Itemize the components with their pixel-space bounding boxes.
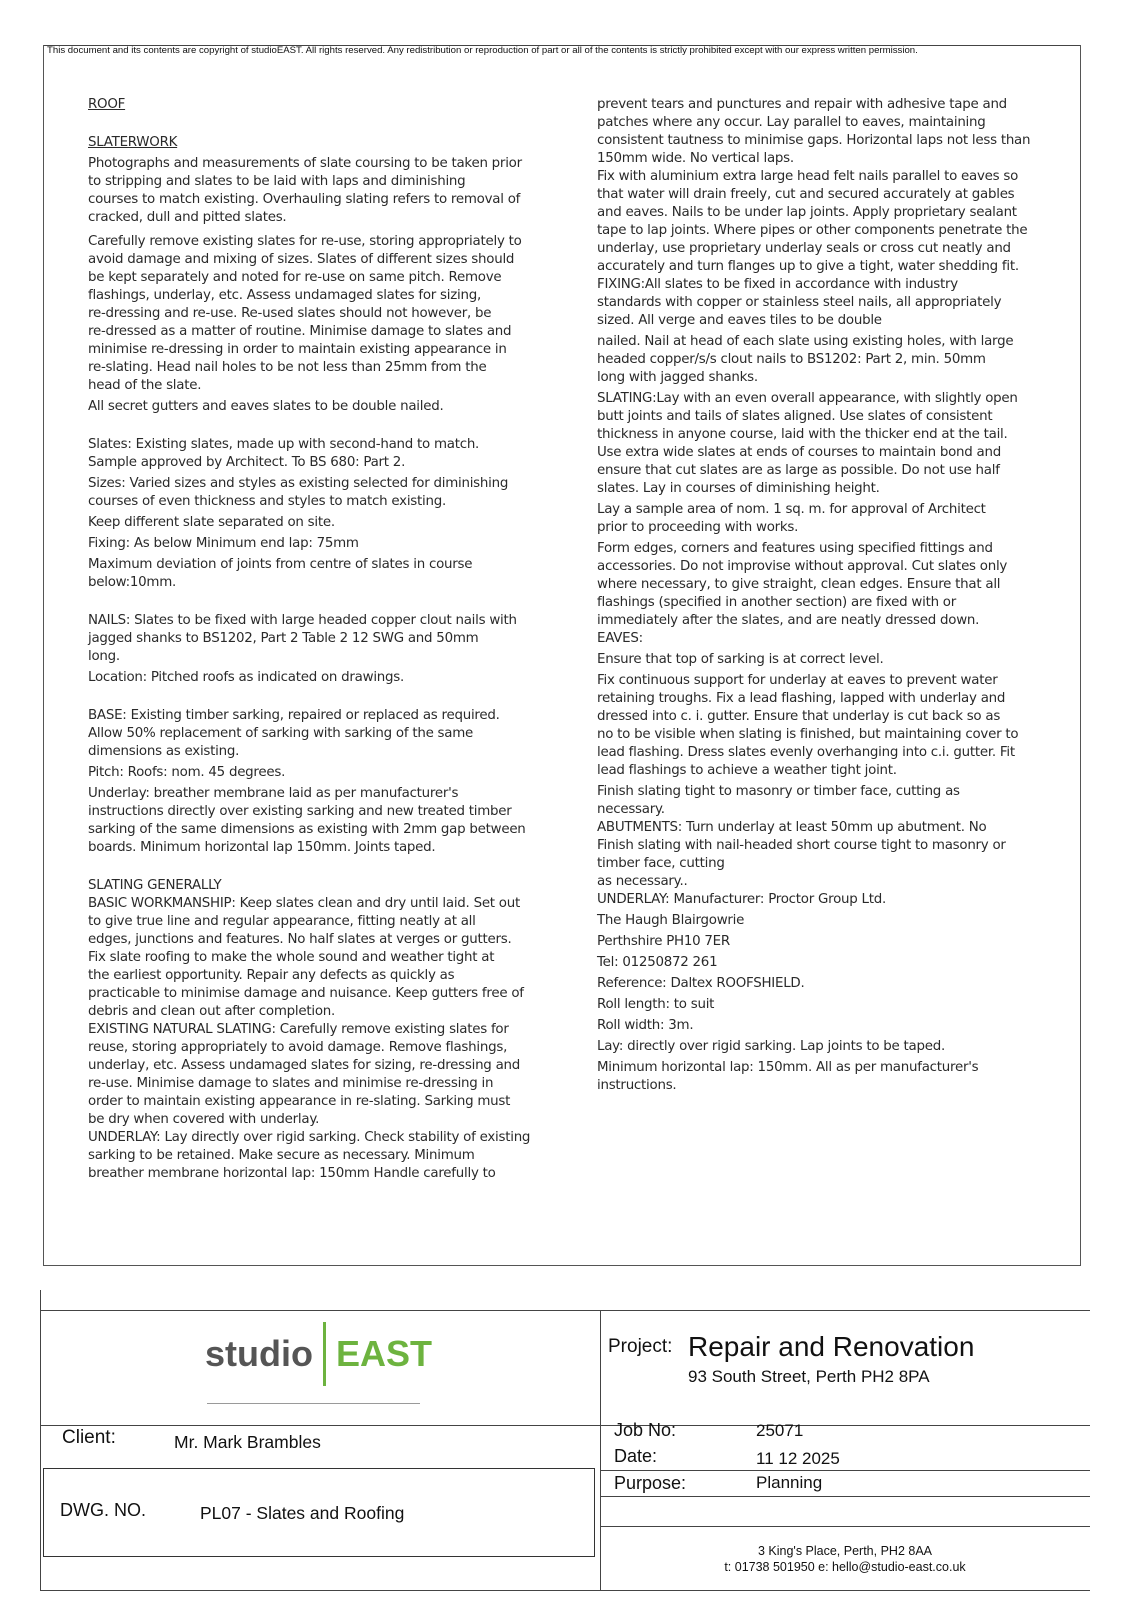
spec-paragraph xyxy=(88,398,558,416)
spacer xyxy=(88,419,558,436)
spec-line: Fix continuous support for underlay at eaves to prevent water xyxy=(597,673,998,688)
spec-paragraph xyxy=(597,1059,1067,1095)
spec-line: jagged shanks to BS1202, Part 2 Table 2 12 SWG and 50mm xyxy=(88,631,479,646)
spec-paragraph xyxy=(597,975,1067,993)
logo-divider-bar xyxy=(323,1322,326,1386)
spec-paragraph xyxy=(597,783,1067,909)
spec-line: Fix with aluminium extra large head felt nails parallel to eaves so xyxy=(597,169,1019,184)
spec-line: where necessary, to give straight, clean edges. Ensure that all xyxy=(597,577,1001,592)
office-address: 3 King's Place, Perth, PH2 8AA xyxy=(757,1544,932,1558)
spec-line: EXISTING NATURAL SLATING: Carefully remove existing slates for xyxy=(88,1022,509,1037)
spec-paragraph xyxy=(597,672,1067,780)
spec-line: sarking to be retained. Make secure as necessary. Minimum xyxy=(88,1148,475,1163)
spec-line: Maximum deviation of joints from centre of slates in course xyxy=(88,557,473,572)
dwg-label: DWG. NO. xyxy=(60,1500,146,1520)
spec-line: long with jagged shanks. xyxy=(597,370,758,385)
spec-line: Form edges, corners and features using specified fittings and xyxy=(597,541,993,556)
spec-line: prior to proceeding with works. xyxy=(597,520,799,535)
spec-line: instructions directly over existing sarking and new treated timber xyxy=(88,804,512,819)
spec-paragraph xyxy=(88,707,558,761)
spec-line: Lay: directly over rigid sarking. Lap joints to be taped. xyxy=(597,1039,945,1054)
spec-paragraph xyxy=(88,514,558,532)
spec-paragraph xyxy=(88,612,558,666)
spec-line: accessories. Do not improvise without approval. Cut slates only xyxy=(597,559,1008,574)
spec-line: Underlay: breather membrane laid as per manufacturer's xyxy=(88,786,459,801)
spec-line: dimensions as existing. xyxy=(88,744,240,759)
client-label: Client: xyxy=(62,1427,116,1448)
spec-paragraph xyxy=(88,669,558,687)
spec-line: patches where any occur. Lay parallel to eaves, maintaining xyxy=(597,115,986,130)
spec-line: head of the slate. xyxy=(88,378,202,393)
spec-line: slates. Lay in courses of diminishing height. xyxy=(597,481,880,496)
spec-line: Keep different slate separated on site. xyxy=(88,515,335,530)
spec-line: re-dressed as a matter of routine. Minimise damage to slates and xyxy=(88,324,512,339)
spec-line: Reference: Daltex ROOFSHIELD. xyxy=(597,976,805,991)
spec-line: Sizes: Varied sizes and styles as existing selected for diminishing xyxy=(88,476,509,491)
spec-line: courses of even thickness and styles to match existing. xyxy=(88,494,446,509)
spec-line: timber face, cutting xyxy=(597,856,725,871)
spec-paragraph xyxy=(597,912,1067,930)
spec-line: Carefully remove existing slates for re-use, storing appropriately to xyxy=(88,234,522,249)
spec-line: FIXING:All slates to be fixed in accordance with industry xyxy=(597,277,958,292)
spec-column-right xyxy=(597,96,1067,1098)
client-value: Mr. Mark Brambles xyxy=(174,1432,321,1452)
spec-line: nailed. Nail at head of each slate using existing holes, with large xyxy=(597,334,1014,349)
spec-paragraph xyxy=(597,651,1067,669)
title-block-row-rule xyxy=(600,1496,1090,1497)
spec-line: courses to match existing. Overhauling slating refers to removal of xyxy=(88,192,521,207)
spec-line: Location: Pitched roofs as indicated on drawings. xyxy=(88,670,405,685)
spec-paragraph xyxy=(597,540,1067,648)
spec-line: as necessary.. xyxy=(597,874,688,889)
spec-paragraph xyxy=(88,475,558,511)
spec-line: be dry when covered with underlay. xyxy=(88,1112,320,1127)
spec-line: and eaves. Nails to be under lap joints. Apply proprietary sealant xyxy=(597,205,1017,220)
spec-line: below:10mm. xyxy=(88,575,177,590)
spec-line: edges, junctions and features. No half slates at verges or gutters. xyxy=(88,932,512,947)
spec-line: headed copper/s/s clout nails to BS1202: Part 2, min. 50mm xyxy=(597,352,986,367)
spec-paragraph xyxy=(88,877,558,1183)
logo-studio-text: studio xyxy=(205,1333,313,1374)
spec-line: butt joints and tails of slates aligned. Use slates of consistent xyxy=(597,409,993,424)
spec-line: Ensure that top of sarking is at correct level. xyxy=(597,652,884,667)
spec-line: cracked, dull and pitted slates. xyxy=(88,210,287,225)
spec-line: to give true line and regular appearance, fitting neatly at all xyxy=(88,914,476,929)
spec-line: 150mm wide. No vertical laps. xyxy=(597,151,794,166)
studio-east-logo xyxy=(205,1330,432,1378)
project-label: Project: xyxy=(608,1336,673,1357)
spec-paragraph xyxy=(597,501,1067,537)
spec-line: sarking of the same dimensions as existing with 2mm gap between xyxy=(88,822,526,837)
spec-line: minimise re-dressing in order to maintain existing appearance in xyxy=(88,342,507,357)
spec-line: re-use. Minimise damage to slates and minimise re-dressing in xyxy=(88,1076,494,1091)
spec-line: Tel: 01250872 261 xyxy=(597,955,718,970)
spec-line: EAVES: xyxy=(597,631,643,646)
dwg-value: PL07 - Slates and Roofing xyxy=(200,1503,405,1523)
spec-line: UNDERLAY: Lay directly over rigid sarking. Check stability of existing xyxy=(88,1130,531,1145)
spec-line: reuse, storing appropriately to avoid damage. Remove flashings, xyxy=(88,1040,508,1055)
spec-line: The Haugh Blairgowrie xyxy=(597,913,745,928)
spec-line: the earliest opportunity. Repair any defects as quickly as xyxy=(88,968,455,983)
spec-line: Roll length: to suit xyxy=(597,997,715,1012)
title-block-top-rule xyxy=(40,1310,1090,1311)
spec-line: lead flashings to achieve a weather tight joint. xyxy=(597,763,897,778)
spec-line: accurately and turn flanges up to give a tight, water shedding fit. xyxy=(597,259,1019,274)
spec-paragraph xyxy=(88,785,558,857)
spec-paragraph xyxy=(597,96,1067,330)
spec-line: BASE: Existing timber sarking, repaired or replaced as required. xyxy=(88,708,500,723)
spec-line: Perthshire PH10 7ER xyxy=(597,934,730,949)
section-heading: SLATERWORK xyxy=(88,135,178,150)
spec-paragraph xyxy=(597,390,1067,498)
spec-line: Photographs and measurements of slate coursing to be taken prior xyxy=(88,156,522,171)
spec-line: breather membrane horizontal lap: 150mm Handle carefully to xyxy=(88,1166,496,1181)
spec-line: practicable to minimise damage and nuisance. Keep gutters free of xyxy=(88,986,524,1001)
spec-line: be kept separately and noted for re-use on same pitch. Remove xyxy=(88,270,502,285)
spec-paragraph xyxy=(88,535,558,553)
spec-line: Use extra wide slates at ends of courses to maintain bond and xyxy=(597,445,1001,460)
spec-line: UNDERLAY: Manufacturer: Proctor Group Ltd. xyxy=(597,892,886,907)
spec-line: consistent tautness to minimise gaps. Horizontal laps not less than xyxy=(597,133,1031,148)
spec-paragraph xyxy=(597,1017,1067,1035)
spec-line: Sample approved by Architect. To BS 680: Part 2. xyxy=(88,455,406,470)
spec-line: re-slating. Head nail holes to be not less than 25mm from the xyxy=(88,360,487,375)
project-address: 93 South Street, Perth PH2 8PA xyxy=(688,1367,930,1386)
spec-line: flashings, underlay, etc. Assess undamaged slates for sizing, xyxy=(88,288,481,303)
spec-paragraph xyxy=(88,436,558,472)
spec-line: Slates: Existing slates, made up with second-hand to match. xyxy=(88,437,480,452)
spec-line: flashings (specified in another section) are fixed with or xyxy=(597,595,957,610)
spec-paragraph xyxy=(88,233,558,395)
project-title: Repair and Renovation xyxy=(688,1331,975,1362)
logo-underline xyxy=(207,1403,420,1404)
spec-line: Allow 50% replacement of sarking with sarking of the same xyxy=(88,726,474,741)
spec-line: sized. All verge and eaves tiles to be double xyxy=(597,313,882,328)
job-label: Job No: xyxy=(614,1420,677,1440)
spec-line: lead flashing. Dress slates evenly overhanging into c.i. gutter. Fit xyxy=(597,745,1015,760)
spec-line: debris and clean out after completion. xyxy=(88,1004,336,1019)
spec-line: no to be visible when slating is finished, but maintaining cover to xyxy=(597,727,1019,742)
spec-line: retaining troughs. Fix a lead flashing, lapped with underlay and xyxy=(597,691,1006,706)
date-value: 11 12 2025 xyxy=(756,1449,840,1468)
spec-line: avoid damage and mixing of sizes. Slates of different sizes should xyxy=(88,252,515,267)
spec-line: order to maintain existing appearance in re-slating. Sarking must xyxy=(88,1094,511,1109)
spec-line: standards with copper or stainless steel nails, all appropriately xyxy=(597,295,1002,310)
spec-line: immediately after the slates, and are neatly dressed down. xyxy=(597,613,980,628)
logo-east-text: EAST xyxy=(335,1333,432,1374)
spec-line: Finish slating with nail-headed short course tight to masonry or xyxy=(597,838,1006,853)
spec-paragraph xyxy=(88,155,558,227)
spec-line: Fix slate roofing to make the whole sound and weather tight at xyxy=(88,950,495,965)
spec-line: tape to lap joints. Where pipes or other components penetrate the xyxy=(597,223,1028,238)
spec-line: Pitch: Roofs: nom. 45 degrees. xyxy=(88,765,286,780)
spec-line: that water will drain freely, cut and secured accurately at gables xyxy=(597,187,1015,202)
spec-line: Lay a sample area of nom. 1 sq. m. for approval of Architect xyxy=(597,502,986,517)
spec-line: SLATING GENERALLY xyxy=(88,878,222,893)
spec-line: prevent tears and punctures and repair with adhesive tape and xyxy=(597,97,1007,112)
spec-paragraph xyxy=(597,954,1067,972)
purpose-value: Planning xyxy=(756,1473,823,1492)
spec-line: ensure that cut slates are as large as possible. Do not use half xyxy=(597,463,1000,478)
spec-line: re-dressing and re-use. Re-used slates should not however, be xyxy=(88,306,492,321)
spec-line: Roll width: 3m. xyxy=(597,1018,694,1033)
spec-line: long. xyxy=(88,649,120,664)
spec-line: Fixing: As below Minimum end lap: 75mm xyxy=(88,536,359,551)
spec-line: BASIC WORKMANSHIP: Keep slates clean and dry until laid. Set out xyxy=(88,896,520,911)
purpose-label: Purpose: xyxy=(614,1473,687,1493)
title-block-bottom-rule xyxy=(40,1590,1090,1591)
spec-paragraph xyxy=(597,933,1067,951)
spec-paragraph xyxy=(597,1038,1067,1056)
spec-line: Finish slating tight to masonry or timber face, cutting as xyxy=(597,784,960,799)
spec-paragraph xyxy=(88,556,558,592)
spec-line: ABUTMENTS: Turn underlay at least 50mm up abutment. No xyxy=(597,820,987,835)
spec-line: SLATING:Lay with an even overall appearance, with slightly open xyxy=(597,391,1018,406)
spec-line: dressed into c. i. gutter. Ensure that underlay is cut back so as xyxy=(597,709,1001,724)
title-block-row-rule xyxy=(600,1526,1090,1527)
spec-line: Minimum horizontal lap: 150mm. All as per manufacturer's xyxy=(597,1060,979,1075)
spec-line: All secret gutters and eaves slates to be double nailed. xyxy=(88,399,444,414)
title-block-mid-rule xyxy=(40,1425,1090,1426)
section-heading: ROOF xyxy=(88,97,126,112)
spec-paragraph xyxy=(597,996,1067,1014)
spec-column-left xyxy=(88,96,558,1186)
spec-line: boards. Minimum horizontal lap 150mm. Joints taped. xyxy=(88,840,436,855)
spec-paragraph xyxy=(597,333,1067,387)
spec-line: to stripping and slates to be laid with laps and diminishing xyxy=(88,174,466,189)
spec-line: NAILS: Slates to be fixed with large headed copper clout nails with xyxy=(88,613,517,628)
spec-line: necessary. xyxy=(597,802,665,817)
spec-line: underlay, use proprietary underlay seals or cross cut neatly and xyxy=(597,241,1011,256)
spacer xyxy=(88,595,558,612)
spacer xyxy=(88,860,558,877)
job-value: 25071 xyxy=(756,1421,804,1440)
title-block-left-rule xyxy=(40,1290,41,1590)
spacer xyxy=(88,690,558,707)
spec-line: instructions. xyxy=(597,1078,677,1093)
office-contact: t: 01738 501950 e: hello@studio-east.co.uk xyxy=(724,1560,966,1574)
spec-line: underlay, etc. Assess undamaged slates for sizing, re-dressing and xyxy=(88,1058,521,1073)
date-label: Date: xyxy=(614,1446,658,1466)
spec-paragraph xyxy=(88,764,558,782)
copyright-notice: This document and its contents are copyright of studioEAST. All rights reserved. Any redistribution or reproduction of part or all of the contents is strictly prohibited except with our express written permission. xyxy=(47,45,918,56)
spec-line: thickness in anyone course, laid with the thicker end at the tail. xyxy=(597,427,1008,442)
title-block-row-rule xyxy=(600,1470,1090,1471)
spacer xyxy=(88,117,558,134)
